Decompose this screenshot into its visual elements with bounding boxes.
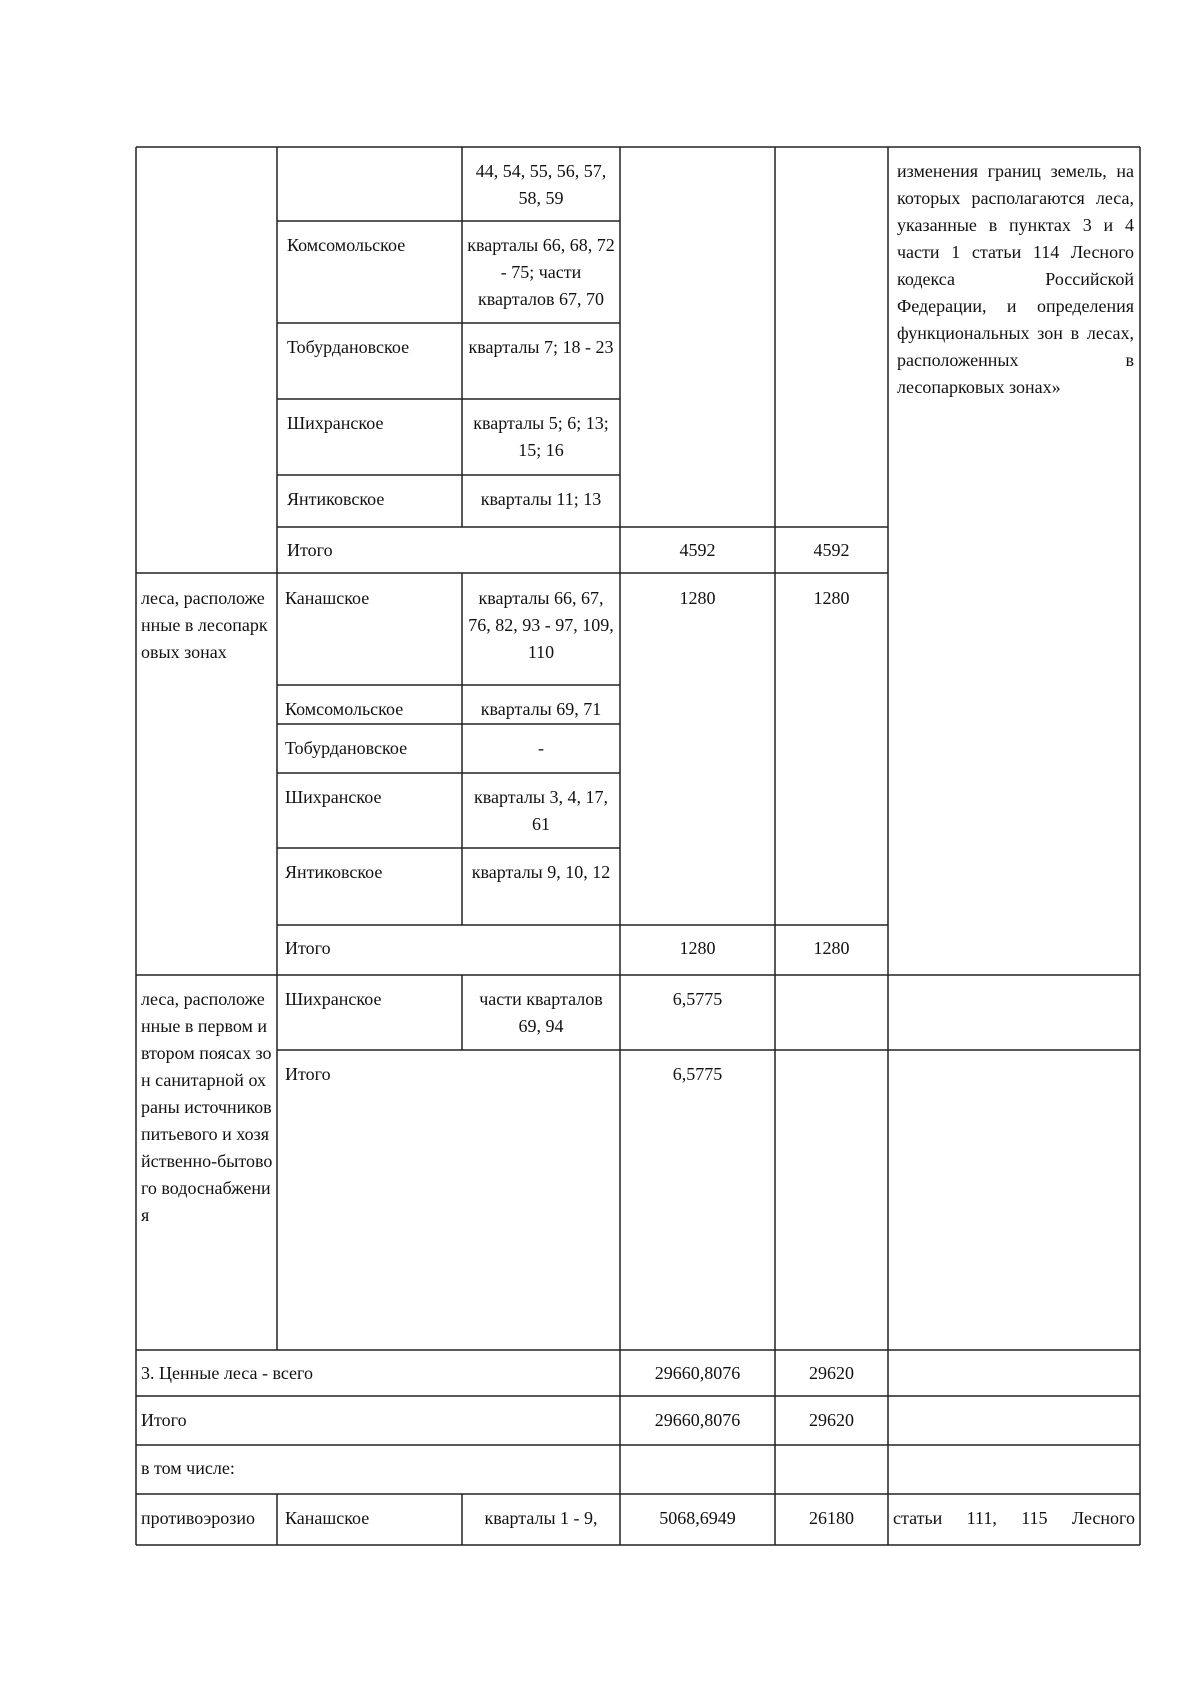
district-name: Тобурдановское xyxy=(287,337,410,357)
district-name: Тобурдановское xyxy=(285,738,408,758)
value-cell: 1280 xyxy=(679,588,716,608)
value-cell: 6,5775 xyxy=(672,989,723,1009)
district-name: Комсомольское xyxy=(285,699,404,719)
value-cell: 1280 xyxy=(679,938,716,958)
value-cell: 29620 xyxy=(809,1410,854,1430)
kv-cell: кварталы 69, 71 xyxy=(480,699,602,719)
value-cell: 1280 xyxy=(813,588,850,608)
kv-cell: кварталы 66, 68, 72 - 75; части кварталов 67, 70 xyxy=(467,235,615,309)
kv-cell: кварталы 7; 18 - 23 xyxy=(468,337,614,357)
district-name: Канашское xyxy=(285,588,370,608)
value-cell: 26180 xyxy=(809,1508,854,1528)
value-cell: 29660,8076 xyxy=(654,1410,741,1430)
subtotal-label: Итого xyxy=(287,540,333,560)
note-text: статьи 111, 115 Лесного xyxy=(893,1508,1135,1528)
category-label: противоэрозио xyxy=(141,1508,255,1528)
district-name: Янтиковское xyxy=(285,862,383,882)
value-cell: 5068,6949 xyxy=(659,1508,736,1528)
kv-cell: кварталы 9, 10, 12 xyxy=(471,862,611,882)
kv-cell: части кварталов 69, 94 xyxy=(479,989,603,1036)
district-name: Канашское xyxy=(285,1508,370,1528)
kv-cell: кварталы 66, 67, 76, 82, 93 - 97, 109, 110 xyxy=(468,588,614,662)
section-total-label: 3. Ценные леса - всего xyxy=(141,1363,313,1383)
kv-cell: кварталы 1 - 9, xyxy=(484,1508,598,1528)
value-cell: 29620 xyxy=(809,1363,854,1383)
kv-cell: кварталы 5; 6; 13; 15; 16 xyxy=(473,413,609,460)
category-label: леса, расположенные в первом и втором поясах зон санитарной охраны источников питьевого и хозяйственно-бытового водоснабжения xyxy=(141,989,273,1225)
value-cell: 29660,8076 xyxy=(654,1363,741,1383)
value-cell: 4592 xyxy=(679,540,716,560)
note-text: изменения границ земель, на которых располагаются леса, указанные в пунктах 3 и 4 части 1 статьи 114 Лесного кодекса Российской Федерации, и определения функциональных зон в лесах, расположенных в лесопарковых зонах» xyxy=(897,161,1134,397)
kv-cell: - xyxy=(538,738,544,758)
kv-cell: кварталы 11; 13 xyxy=(480,489,602,509)
value-cell: 4592 xyxy=(813,540,850,560)
including-label: в том числе: xyxy=(141,1458,235,1478)
district-name: Шихранское xyxy=(285,787,382,807)
kv-cell: 44, 54, 55, 56, 57, 58, 59 xyxy=(475,161,607,208)
district-name: Комсомольское xyxy=(287,235,406,255)
district-name: Янтиковское xyxy=(287,489,385,509)
value-cell: 6,5775 xyxy=(672,1064,723,1084)
kv-cell: кварталы 3, 4, 17, 61 xyxy=(473,787,609,834)
subtotal-label: Итого xyxy=(285,1064,331,1084)
district-name: Шихранское xyxy=(287,413,384,433)
category-label: леса, расположенные в лесопарковых зонах xyxy=(141,588,268,662)
total-label: Итого xyxy=(141,1410,187,1430)
value-cell: 1280 xyxy=(813,938,850,958)
subtotal-label: Итого xyxy=(285,938,331,958)
district-name: Шихранское xyxy=(285,989,382,1009)
